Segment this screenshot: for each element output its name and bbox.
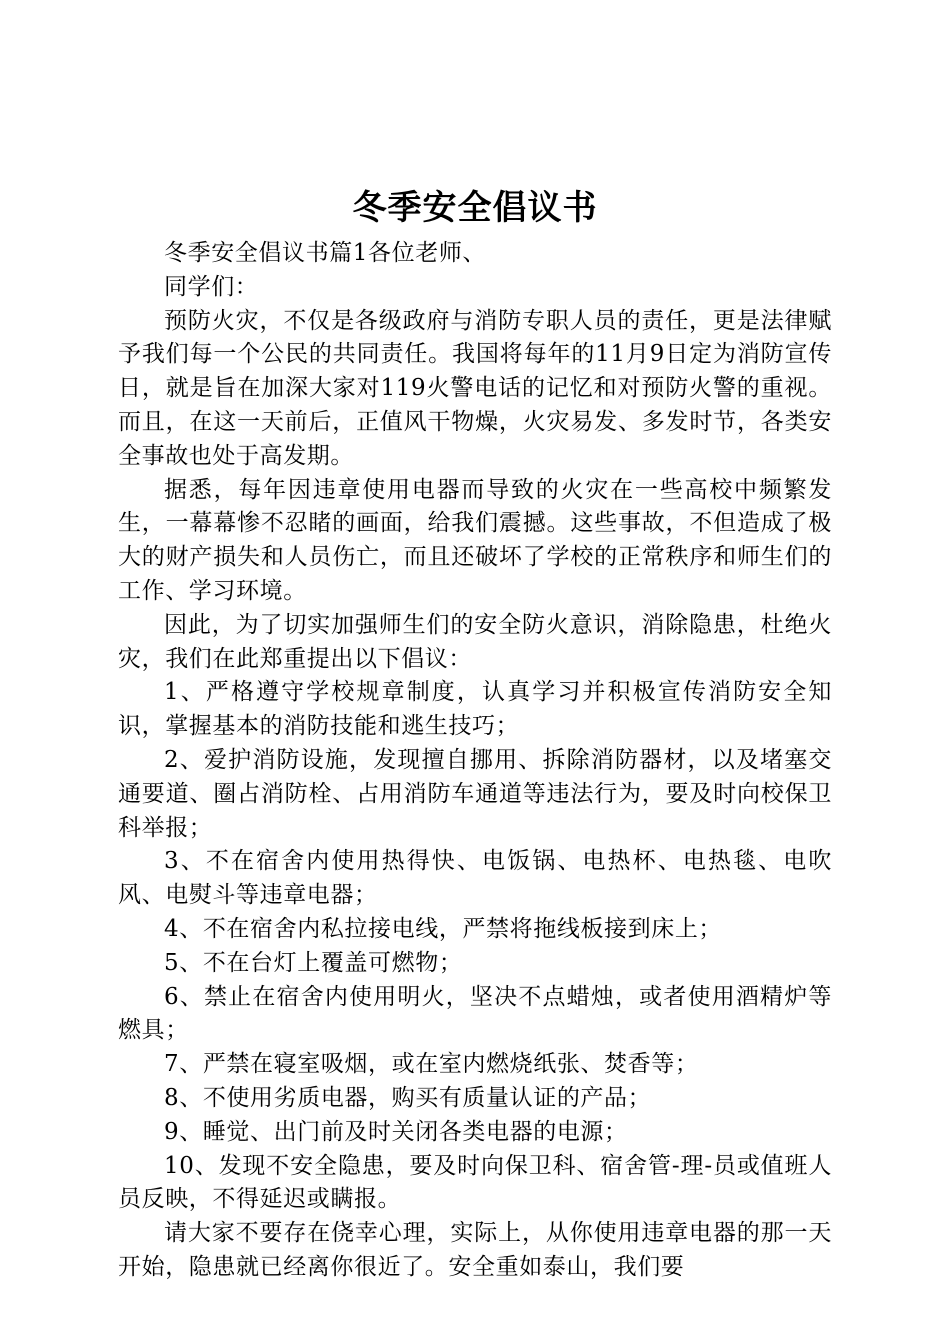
proposal-item-1: 1、严格遵守学校规章制度，认真学习并积极宣传消防安全知识，掌握基本的消防技能和逃生技巧； [118, 679, 832, 740]
paragraph-salutation-1: 冬季安全倡议书篇1各位老师、 [164, 240, 487, 266]
paragraph-closing: 请大家不要存在侥幸心理，实际上，从你使用违章电器的那一天开始，隐患就已经离你很近了。安全重如泰山，我们要 [118, 1220, 832, 1280]
paragraph-salutation-2: 同学们： [164, 273, 259, 300]
proposal-item-2: 2、爱护消防设施，发现擅自挪用、拆除消防器材，以及堵塞交通要道、圈占消防栓、占用消防车通道等违法行为，要及时向校保卫科举报； [118, 746, 832, 841]
proposal-item-6: 6、禁止在宿舍内使用明火，坚决不点蜡烛，或者使用酒精炉等燃具； [118, 983, 832, 1044]
proposal-item-3: 3、不在宿舍内使用热得快、电饭锅、电热杯、电热毯、电吹风、电熨斗等违章电器； [118, 848, 832, 909]
document-title: 冬季安全倡议书 [352, 188, 598, 228]
proposal-item-7: 7、严禁在寝室吸烟，或在室内燃烧纸张、焚香等； [164, 1051, 699, 1078]
proposal-item-10: 10、发现不安全隐患，要及时向保卫科、宿舍管-理-员或值班人员反映，不得延迟或瞒报。 [118, 1152, 832, 1213]
paragraph-proposal-lead: 因此，为了切实加强师生们的安全防火意识，消除隐患，杜绝火灾，我们在此郑重提出以下倡议： [118, 611, 832, 672]
proposal-item-8: 8、不使用劣质电器，购买有质量认证的产品； [164, 1084, 652, 1111]
paragraph-intro: 预防火灾，不仅是各级政府与消防专职人员的责任，更是法律赋予我们每一个公民的共同责任。我国将每年的11月9日定为消防宣传日，就是旨在加深大家对119火警电话的记忆和对预防火警的重视。而且，在这一天前后，正值风干物燥，火灾易发、多发时节，各类安全事故也处于高发期。 [118, 307, 832, 469]
document-body [118, 237, 832, 1285]
proposal-item-9: 9、睡觉、出门前及时关闭各类电器的电源； [164, 1118, 628, 1145]
paragraph-background: 据悉，每年因违章使用电器而导致的火灾在一些高校中频繁发生，一幕幕惨不忍睹的画面，给我们震撼。这些事故，不但造成了极大的财产损失和人员伤亡，而且还破坏了学校的正常秩序和师生们的工作、学习环境。 [118, 476, 832, 604]
proposal-item-4: 4、不在宿舍内私拉接电线，严禁将拖线板接到床上； [164, 915, 723, 942]
proposal-item-5: 5、不在台灯上覆盖可燃物； [164, 949, 463, 976]
